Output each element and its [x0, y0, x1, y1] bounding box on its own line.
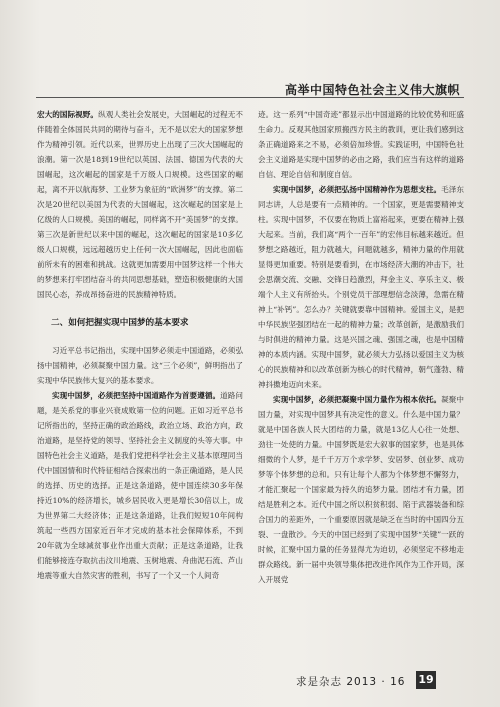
section-heading: 二、如何把握实现中国梦的基本要求 — [51, 318, 189, 328]
paragraph-lead: 实现中国梦，必须把坚持中国道路作为首要遵循。 — [52, 391, 221, 400]
paragraph: 习近平总书记指出，实现中国梦必须走中国道路，必须弘扬中国精神，必须凝聚中国力量。这“三个必须”，鲜明指出了实现中华民族伟大复兴的基本要求。 — [37, 346, 243, 385]
paragraph — [37, 107, 243, 302]
journal-issue: 求是杂志 2013 · 16 — [296, 676, 406, 688]
page-number: 19 — [416, 671, 436, 689]
paragraph — [258, 392, 464, 587]
paragraph-body: 纵观人类社会发展史，大国崛起的过程无不伴随着全体国民共同的期待与奋斗，无不是以宏大的国家梦想作为精神引领。近代以来，世界历史上出现了三次大国崛起的浪潮。第一次是18到19世纪以英国、法国、德国为代表的大国崛起，这次崛起的国家是千万级人口规模。这些国家的崛起，离不开以航海梦、工业梦为象征的“欧洲梦”的支撑。第二次是20世纪以美国为代表的大国崛起，这次崛起的国家是上亿级的人口规模。美国的崛起，同样离不开“美国梦”的支撑。第三次是新世纪以来中国的崛起，这次崛起的国家是10多亿级人口规模，远远超越历史上任何一次大国崛起，因此也面临前所未有的困难和挑战。这就更加需要用中国梦这样一个伟大的梦想来打牢团结奋斗的共同思想基础，塑造积极健康的大国国民心态，养成昂扬奋进的民族精神特质。 — [37, 110, 244, 299]
paragraph — [37, 388, 243, 583]
paragraph: 迹。这一系列“中国奇迹”都显示出中国道路的比较优势和旺盛生命力。反观其他国家照搬西方民主的教训，更让我们感到这条正确道路来之不易，必须倍加珍惜。实践证明，中国特色社会主义道路是实现中国梦的必由之路，我们应当有这样的道路自信、理论自信和制度自信。 — [258, 110, 464, 179]
paragraph-lead: 实现中国梦，必须把弘扬中国精神作为思想支柱。 — [273, 185, 442, 194]
paragraph-body: 凝聚中国力量，对实现中国梦具有决定性的意义。什么是中国力量？就是中国各族人民大团结的力量，就是13亿人心往一处想、劲往一处使的力量。中国梦既是宏大叙事的国家梦，也是具体细微的个人梦，是千千万万个求学梦、安居梦、创业梦、成功梦等个体梦想的总和。只有让每个人都为个体梦想不懈努力，才能汇聚起一个国家最为持久的追梦力量。团结才有力量，团结是胜利之本。近代中国之所以积贫积弱、陷于武器装备和综合国力的差距外，一个重要原因就是缺乏在当时的中国四分五裂、一盘散沙。今天的中国已经到了实现中国梦“关键”一跃的时候，汇聚中国力量的任务显得尤为迫切，必须坚定不移地走群众路线。新一届中央领导集体把改进作风作为工作开局，深入开展党 — [258, 395, 465, 584]
paragraph-lead: 宏大的国际视野。 — [37, 110, 99, 119]
right-column — [258, 107, 464, 587]
paragraph-body: 毛泽东同志讲，人总是要有一点精神的。一个国家，更是需要精神支柱。实现中国梦，不仅要在物质上富裕起来，更要在精神上强大起来。当前，我们离“两个一百年”的宏伟目标越来越近。但梦想之路越近，阻力就越大，问题就越多，精神力量的作用就显得更加重要。特别是要看到，在市场经济大潮的冲击下，社会思潮交流、交融、交锋日趋激烈，拜金主义、享乐主义、极端个人主义有所抬头。个别党员干部理想信念淡薄，急需在精神上“补钙”。怎么办？关键就要靠中国精神。爱国主义，是把中华民族坚强团结在一起的精神力量；改革创新，是激励我们与时俱进的精神力量。这是兴国之魂、强国之魂，也是中国精神的本质内涵。实现中国梦，就必须大力弘扬以爱国主义为核心的民族精神和以改革创新为核心的时代精神，朝气蓬勃、精神抖擞地迈向未来。 — [258, 185, 465, 389]
header-rule — [36, 97, 464, 98]
left-column — [37, 107, 243, 583]
page-footer — [296, 671, 466, 691]
paragraph — [258, 182, 464, 392]
paragraph-body: 道路问题，是关系党的事业兴衰成败第一位的问题。正如习近平总书记所指出的，坚持正确的政治路线，政治立场、政治方向，政治道路，是坚持党的领导、坚持社会主义制度的头等大事。中国特色社会主义道路，是我们党把科学社会主义基本原理同当代中国国情和时代特征相结合探索出的一条正确道路，是人民的选择、历史的选择。正是这条道路，使中国连续30多年保持近10%的经济增长，城乡居民收入更是增长30倍以上，成为世界第二大经济体；正是这条道路，让我们短短10年间构筑起一些西方国家近百年才完成的基本社会保障体系，不到20年就为全球减贫事业作出重大贡献；正是这条道路，让我们能够接连夺取抗击汶川地震、玉树地震、舟曲泥石流、芦山地震等重大自然灾害的胜利，书写了一个又一个人间奇 — [37, 391, 244, 580]
paragraph-lead: 实现中国梦，必须把凝聚中国力量作为根本依托。 — [273, 395, 442, 404]
running-header-title: 高举中国特色社会主义伟大旗帜 — [284, 83, 460, 97]
